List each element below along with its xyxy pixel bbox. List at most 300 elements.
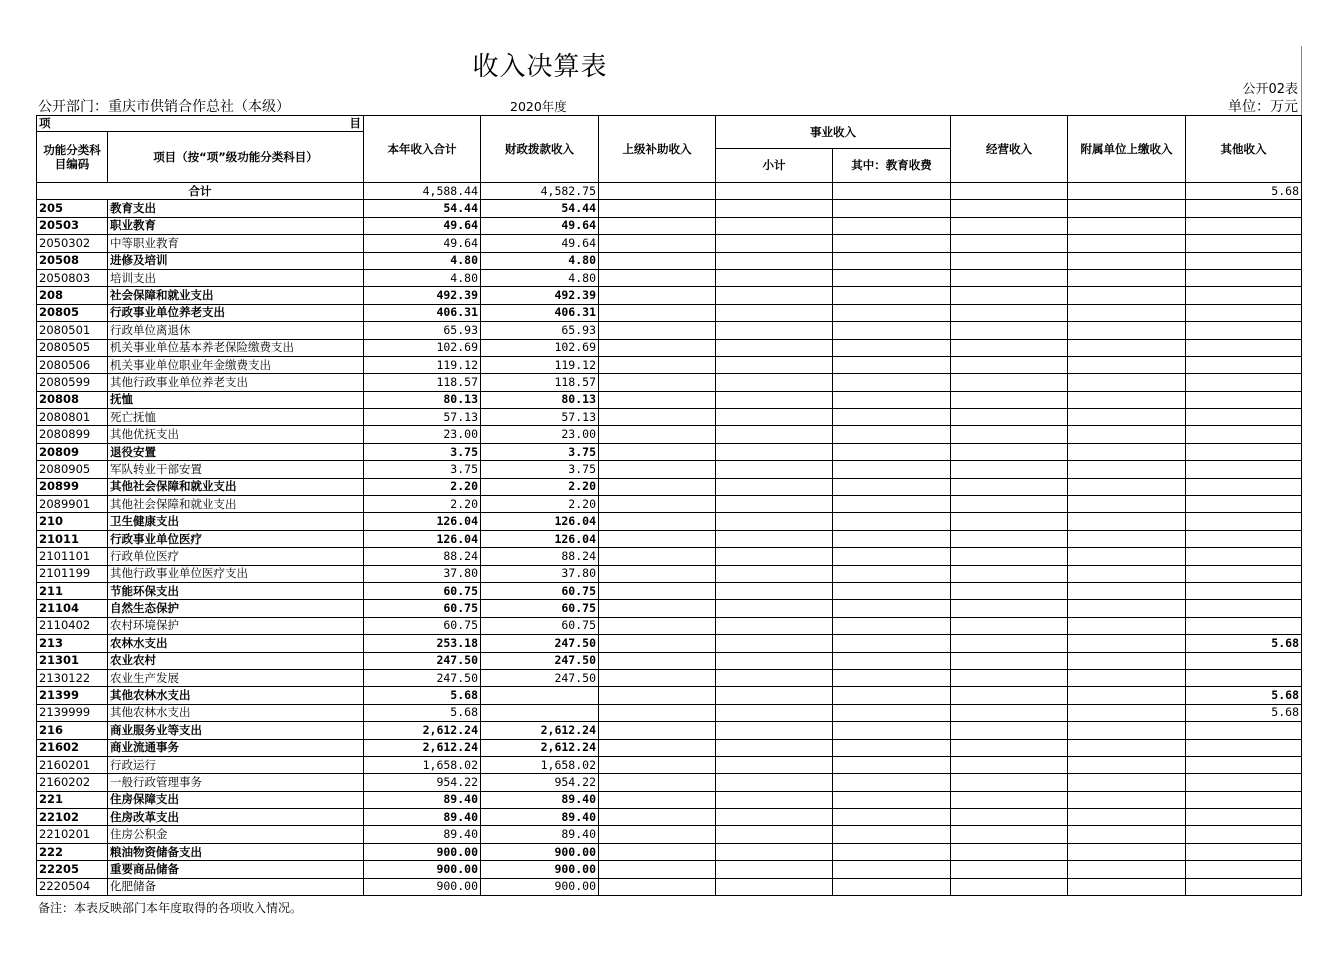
row-fiscal-income: 60.75 — [481, 600, 599, 617]
row-business-edu-fee — [833, 722, 951, 739]
row-business-edu-fee — [833, 809, 951, 826]
row-name: 死亡抚恤 — [108, 409, 364, 426]
row-total-income: 4.80 — [364, 252, 481, 269]
header-business-subtotal: 小计 — [716, 149, 833, 183]
row-business-subtotal — [716, 287, 833, 304]
row-fiscal-income: 119.12 — [481, 356, 599, 373]
row-code: 21104 — [37, 600, 108, 617]
row-affiliated-income — [1068, 548, 1186, 565]
row-affiliated-income — [1068, 356, 1186, 373]
row-other-income — [1186, 269, 1302, 286]
row-name: 农村环境保护 — [108, 617, 364, 634]
row-other-income — [1186, 565, 1302, 582]
row-business-edu-fee — [833, 600, 951, 617]
row-superior-subsidy — [599, 426, 716, 443]
total-label: 合计 — [37, 183, 364, 200]
row-business-subtotal — [716, 739, 833, 756]
row-business-subtotal — [716, 687, 833, 704]
row-superior-subsidy — [599, 513, 716, 530]
row-total-income: 900.00 — [364, 861, 481, 878]
row-total-income: 247.50 — [364, 652, 481, 669]
row-business-edu-fee — [833, 826, 951, 843]
row-business-edu-fee — [833, 235, 951, 252]
row-business-subtotal — [716, 669, 833, 686]
total-biz-edu-cell — [833, 183, 951, 200]
row-business-edu-fee — [833, 756, 951, 773]
row-business-subtotal — [716, 722, 833, 739]
row-name: 行政事业单位医疗 — [108, 530, 364, 547]
row-other-income — [1186, 356, 1302, 373]
row-operating-income — [951, 200, 1068, 217]
row-affiliated-income — [1068, 652, 1186, 669]
row-total-income: 118.57 — [364, 374, 481, 391]
row-affiliated-income — [1068, 739, 1186, 756]
row-code: 2080801 — [37, 409, 108, 426]
row-affiliated-income — [1068, 704, 1186, 721]
row-superior-subsidy — [599, 391, 716, 408]
row-business-subtotal — [716, 235, 833, 252]
row-name: 其他社会保障和就业支出 — [108, 496, 364, 513]
row-fiscal-income — [481, 687, 599, 704]
row-operating-income — [951, 791, 1068, 808]
row-total-income: 247.50 — [364, 669, 481, 686]
table-row — [37, 530, 1302, 547]
table-row — [37, 269, 1302, 286]
row-operating-income — [951, 322, 1068, 339]
table-row — [37, 287, 1302, 304]
row-total-income: 2,612.24 — [364, 722, 481, 739]
row-business-subtotal — [716, 530, 833, 547]
row-business-edu-fee — [833, 217, 951, 234]
row-superior-subsidy — [599, 843, 716, 860]
table-row — [37, 548, 1302, 565]
row-business-subtotal — [716, 461, 833, 478]
total-biz-subtotal-cell — [716, 183, 833, 200]
row-code: 205 — [37, 200, 108, 217]
row-other-income — [1186, 843, 1302, 860]
row-name: 住房公积金 — [108, 826, 364, 843]
row-operating-income — [951, 617, 1068, 634]
table-row — [37, 356, 1302, 373]
row-superior-subsidy — [599, 443, 716, 460]
row-affiliated-income — [1068, 582, 1186, 599]
table-row — [37, 200, 1302, 217]
row-code: 2050302 — [37, 235, 108, 252]
row-total-income: 119.12 — [364, 356, 481, 373]
row-code: 2110402 — [37, 617, 108, 634]
row-business-edu-fee — [833, 496, 951, 513]
row-superior-subsidy — [599, 339, 716, 356]
row-fiscal-income: 89.40 — [481, 791, 599, 808]
row-other-income — [1186, 652, 1302, 669]
table-row — [37, 217, 1302, 234]
total-operating-cell — [951, 183, 1068, 200]
row-fiscal-income — [481, 704, 599, 721]
row-total-income: 65.93 — [364, 322, 481, 339]
row-other-income — [1186, 252, 1302, 269]
row-business-subtotal — [716, 356, 833, 373]
row-total-income: 2.20 — [364, 478, 481, 495]
row-affiliated-income — [1068, 269, 1186, 286]
row-superior-subsidy — [599, 530, 716, 547]
row-other-income — [1186, 443, 1302, 460]
row-superior-subsidy — [599, 287, 716, 304]
table-row — [37, 617, 1302, 634]
row-total-income: 2,612.24 — [364, 739, 481, 756]
table-row — [37, 600, 1302, 617]
row-operating-income — [951, 426, 1068, 443]
row-affiliated-income — [1068, 843, 1186, 860]
row-business-edu-fee — [833, 269, 951, 286]
row-business-subtotal — [716, 269, 833, 286]
row-other-income: 5.68 — [1186, 704, 1302, 721]
row-other-income: 5.68 — [1186, 687, 1302, 704]
row-business-subtotal — [716, 252, 833, 269]
row-affiliated-income — [1068, 791, 1186, 808]
row-name: 中等职业教育 — [108, 235, 364, 252]
row-fiscal-income: 89.40 — [481, 809, 599, 826]
table-row — [37, 582, 1302, 599]
row-business-subtotal — [716, 443, 833, 460]
row-business-subtotal — [716, 582, 833, 599]
row-operating-income — [951, 478, 1068, 495]
row-fiscal-income: 2,612.24 — [481, 739, 599, 756]
row-fiscal-income: 247.50 — [481, 635, 599, 652]
row-total-income: 49.64 — [364, 217, 481, 234]
row-name: 化肥储备 — [108, 878, 364, 895]
table-row — [37, 635, 1302, 652]
row-total-income: 492.39 — [364, 287, 481, 304]
row-other-income — [1186, 878, 1302, 895]
row-other-income — [1186, 478, 1302, 495]
table-row — [37, 843, 1302, 860]
row-superior-subsidy — [599, 791, 716, 808]
row-operating-income — [951, 391, 1068, 408]
row-name: 重要商品储备 — [108, 861, 364, 878]
row-code: 21301 — [37, 652, 108, 669]
row-name: 粮油物资储备支出 — [108, 843, 364, 860]
header-name: 项目（按“项”级功能分类科目） — [108, 132, 364, 183]
header-operating-income: 经营收入 — [951, 116, 1068, 183]
row-superior-subsidy — [599, 269, 716, 286]
row-fiscal-income: 1,658.02 — [481, 756, 599, 773]
fiscal-year: 2020年度 — [510, 99, 567, 114]
row-code: 2160202 — [37, 774, 108, 791]
row-business-edu-fee — [833, 339, 951, 356]
row-business-subtotal — [716, 809, 833, 826]
row-name: 进修及培训 — [108, 252, 364, 269]
row-superior-subsidy — [599, 739, 716, 756]
row-business-edu-fee — [833, 322, 951, 339]
row-business-subtotal — [716, 496, 833, 513]
row-fiscal-income: 88.24 — [481, 548, 599, 565]
row-business-subtotal — [716, 791, 833, 808]
table-row — [37, 774, 1302, 791]
table-row — [37, 252, 1302, 269]
row-code: 213 — [37, 635, 108, 652]
row-code: 208 — [37, 287, 108, 304]
row-fiscal-income: 126.04 — [481, 530, 599, 547]
row-code: 20503 — [37, 217, 108, 234]
table-row — [37, 791, 1302, 808]
row-name: 节能环保支出 — [108, 582, 364, 599]
row-name: 商业流通事务 — [108, 739, 364, 756]
row-business-edu-fee — [833, 774, 951, 791]
row-business-subtotal — [716, 217, 833, 234]
row-fiscal-income: 65.93 — [481, 322, 599, 339]
row-operating-income — [951, 530, 1068, 547]
total-row — [37, 183, 1302, 200]
row-superior-subsidy — [599, 200, 716, 217]
row-business-subtotal — [716, 635, 833, 652]
row-name: 卫生健康支出 — [108, 513, 364, 530]
row-business-subtotal — [716, 600, 833, 617]
row-code: 2080506 — [37, 356, 108, 373]
row-business-subtotal — [716, 861, 833, 878]
row-business-edu-fee — [833, 548, 951, 565]
row-affiliated-income — [1068, 322, 1186, 339]
row-fiscal-income: 3.75 — [481, 461, 599, 478]
row-name: 其他行政事业单位养老支出 — [108, 374, 364, 391]
row-operating-income — [951, 582, 1068, 599]
row-superior-subsidy — [599, 635, 716, 652]
row-affiliated-income — [1068, 496, 1186, 513]
row-other-income — [1186, 339, 1302, 356]
row-business-edu-fee — [833, 861, 951, 878]
row-business-edu-fee — [833, 409, 951, 426]
row-fiscal-income: 406.31 — [481, 304, 599, 321]
row-operating-income — [951, 287, 1068, 304]
row-affiliated-income — [1068, 443, 1186, 460]
row-affiliated-income — [1068, 409, 1186, 426]
row-code: 21602 — [37, 739, 108, 756]
row-operating-income — [951, 513, 1068, 530]
row-other-income — [1186, 722, 1302, 739]
row-fiscal-income: 60.75 — [481, 582, 599, 599]
row-business-edu-fee — [833, 513, 951, 530]
row-code: 22102 — [37, 809, 108, 826]
table-row — [37, 304, 1302, 321]
row-business-edu-fee — [833, 252, 951, 269]
row-name: 其他农林水支出 — [108, 687, 364, 704]
row-fiscal-income: 247.50 — [481, 652, 599, 669]
row-fiscal-income: 3.75 — [481, 443, 599, 460]
row-name: 自然生态保护 — [108, 600, 364, 617]
row-superior-subsidy — [599, 548, 716, 565]
table-row — [37, 513, 1302, 530]
row-fiscal-income: 4.80 — [481, 252, 599, 269]
row-operating-income — [951, 826, 1068, 843]
row-business-subtotal — [716, 409, 833, 426]
row-other-income — [1186, 217, 1302, 234]
row-fiscal-income: 2,612.24 — [481, 722, 599, 739]
row-business-subtotal — [716, 704, 833, 721]
header-item-right: 目 — [349, 116, 361, 130]
row-business-subtotal — [716, 878, 833, 895]
row-total-income: 23.00 — [364, 426, 481, 443]
row-total-income: 5.68 — [364, 704, 481, 721]
row-operating-income — [951, 687, 1068, 704]
row-code: 222 — [37, 843, 108, 860]
row-name: 机关事业单位基本养老保险缴费支出 — [108, 339, 364, 356]
total-superior-cell — [599, 183, 716, 200]
header-affiliated-income: 附属单位上缴收入 — [1068, 116, 1186, 183]
row-superior-subsidy — [599, 217, 716, 234]
header-business-edu-fee: 其中：教育收费 — [833, 149, 951, 183]
row-fiscal-income: 954.22 — [481, 774, 599, 791]
row-superior-subsidy — [599, 461, 716, 478]
row-other-income — [1186, 861, 1302, 878]
row-business-edu-fee — [833, 843, 951, 860]
row-total-income: 60.75 — [364, 600, 481, 617]
row-fiscal-income: 118.57 — [481, 374, 599, 391]
row-affiliated-income — [1068, 756, 1186, 773]
row-business-subtotal — [716, 200, 833, 217]
total-income-cell: 4,588.44 — [364, 183, 481, 200]
table-row — [37, 687, 1302, 704]
row-name: 农林水支出 — [108, 635, 364, 652]
row-superior-subsidy — [599, 669, 716, 686]
row-total-income: 89.40 — [364, 826, 481, 843]
row-code: 20508 — [37, 252, 108, 269]
row-name: 农业农村 — [108, 652, 364, 669]
row-fiscal-income: 900.00 — [481, 843, 599, 860]
row-business-edu-fee — [833, 461, 951, 478]
row-other-income — [1186, 200, 1302, 217]
row-superior-subsidy — [599, 756, 716, 773]
row-total-income: 126.04 — [364, 530, 481, 547]
row-code: 20808 — [37, 391, 108, 408]
row-other-income — [1186, 826, 1302, 843]
row-business-subtotal — [716, 565, 833, 582]
row-fiscal-income: 2.20 — [481, 496, 599, 513]
table-row — [37, 461, 1302, 478]
table-row — [37, 878, 1302, 895]
row-fiscal-income: 4.80 — [481, 269, 599, 286]
row-superior-subsidy — [599, 878, 716, 895]
row-business-edu-fee — [833, 739, 951, 756]
row-other-income — [1186, 582, 1302, 599]
row-other-income — [1186, 548, 1302, 565]
row-business-edu-fee — [833, 652, 951, 669]
row-affiliated-income — [1068, 287, 1186, 304]
row-code: 20805 — [37, 304, 108, 321]
table-row — [37, 478, 1302, 495]
row-affiliated-income — [1068, 600, 1186, 617]
row-fiscal-income: 900.00 — [481, 878, 599, 895]
row-code: 2220504 — [37, 878, 108, 895]
row-total-income: 60.75 — [364, 617, 481, 634]
total-affiliated-cell — [1068, 183, 1186, 200]
header-item-group — [37, 116, 364, 132]
row-total-income: 406.31 — [364, 304, 481, 321]
row-operating-income — [951, 565, 1068, 582]
table-row — [37, 339, 1302, 356]
row-code: 2160201 — [37, 756, 108, 773]
row-affiliated-income — [1068, 217, 1186, 234]
row-total-income: 253.18 — [364, 635, 481, 652]
row-business-edu-fee — [833, 356, 951, 373]
row-total-income: 37.80 — [364, 565, 481, 582]
row-operating-income — [951, 374, 1068, 391]
row-name: 住房保障支出 — [108, 791, 364, 808]
row-name: 其他优抚支出 — [108, 426, 364, 443]
row-fiscal-income: 2.20 — [481, 478, 599, 495]
row-other-income — [1186, 530, 1302, 547]
row-other-income — [1186, 496, 1302, 513]
table-row — [37, 739, 1302, 756]
row-total-income: 3.75 — [364, 461, 481, 478]
page-title: 收入决算表 — [472, 52, 608, 82]
row-business-subtotal — [716, 391, 833, 408]
row-operating-income — [951, 252, 1068, 269]
table-row — [37, 652, 1302, 669]
row-business-edu-fee — [833, 617, 951, 634]
row-name: 抚恤 — [108, 391, 364, 408]
department-label: 公开部门：重庆市供销合作总社（本级） — [38, 99, 290, 115]
row-superior-subsidy — [599, 235, 716, 252]
row-operating-income — [951, 722, 1068, 739]
row-business-edu-fee — [833, 478, 951, 495]
row-name: 培训支出 — [108, 269, 364, 286]
row-total-income: 49.64 — [364, 235, 481, 252]
row-operating-income — [951, 496, 1068, 513]
row-name: 行政运行 — [108, 756, 364, 773]
row-business-subtotal — [716, 843, 833, 860]
row-operating-income — [951, 669, 1068, 686]
row-affiliated-income — [1068, 304, 1186, 321]
row-affiliated-income — [1068, 774, 1186, 791]
row-total-income: 1,658.02 — [364, 756, 481, 773]
table-row — [37, 669, 1302, 686]
row-fiscal-income: 80.13 — [481, 391, 599, 408]
row-code: 2139999 — [37, 704, 108, 721]
row-business-subtotal — [716, 548, 833, 565]
row-fiscal-income: 49.64 — [481, 217, 599, 234]
row-business-subtotal — [716, 478, 833, 495]
row-affiliated-income — [1068, 235, 1186, 252]
row-affiliated-income — [1068, 809, 1186, 826]
row-code: 2089901 — [37, 496, 108, 513]
row-superior-subsidy — [599, 826, 716, 843]
row-operating-income — [951, 756, 1068, 773]
row-other-income — [1186, 809, 1302, 826]
row-total-income: 2.20 — [364, 496, 481, 513]
table-row — [37, 756, 1302, 773]
table-row — [37, 565, 1302, 582]
row-fiscal-income: 126.04 — [481, 513, 599, 530]
row-business-edu-fee — [833, 374, 951, 391]
row-total-income: 89.40 — [364, 791, 481, 808]
total-other-cell: 5.68 — [1186, 183, 1302, 200]
row-operating-income — [951, 443, 1068, 460]
row-code: 2101101 — [37, 548, 108, 565]
row-superior-subsidy — [599, 304, 716, 321]
row-operating-income — [951, 739, 1068, 756]
table-row — [37, 374, 1302, 391]
row-code: 2050803 — [37, 269, 108, 286]
row-superior-subsidy — [599, 809, 716, 826]
row-total-income: 54.44 — [364, 200, 481, 217]
row-business-edu-fee — [833, 669, 951, 686]
row-business-edu-fee — [833, 704, 951, 721]
row-affiliated-income — [1068, 826, 1186, 843]
row-name: 其他农林水支出 — [108, 704, 364, 721]
row-business-subtotal — [716, 322, 833, 339]
row-other-income — [1186, 617, 1302, 634]
row-business-subtotal — [716, 756, 833, 773]
header-total-income: 本年收入合计 — [364, 116, 481, 183]
